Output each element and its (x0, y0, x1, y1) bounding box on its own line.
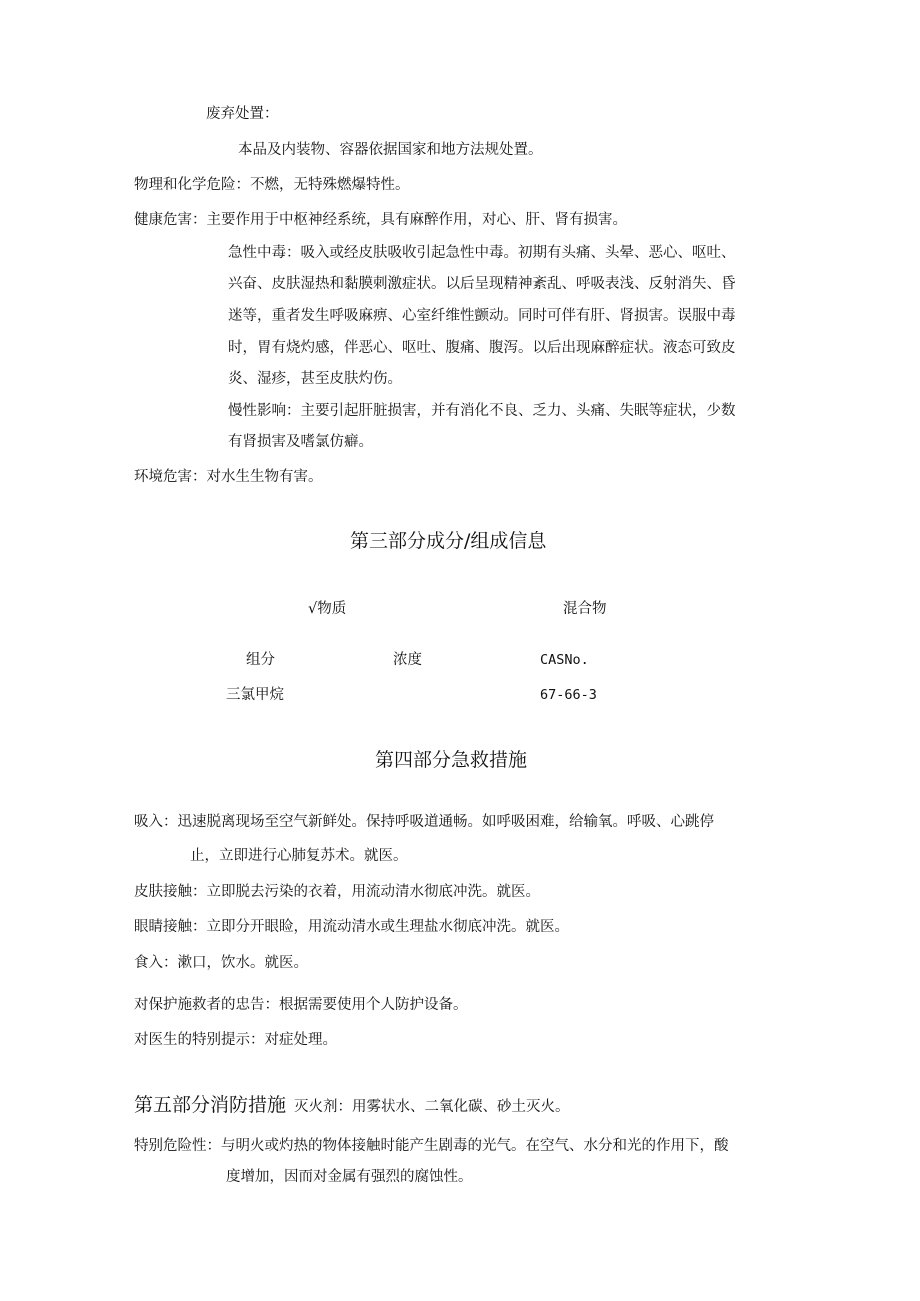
chronic-line-1: 慢性影响：主要引起肝脏损害，并有消化不良、乏力、头痛、失眠等症状，少数 (228, 403, 736, 419)
mixture-option: 混合物 (563, 601, 607, 617)
chronic-line-2: 有肾损害及嗜氯仿癖。 (228, 434, 373, 450)
substance-option: √物质 (308, 601, 347, 617)
section4-title: 第四部分急救措施 (375, 749, 528, 771)
special-hazard-line-2: 度增加，因而对金属有强烈的腐蚀性。 (226, 1169, 473, 1185)
extinguishing-media: 灭火剂：用雾状水、二氧化碳、砂土灭火。 (294, 1099, 570, 1115)
rescuer-advice: 对保护施救者的忠告：根据需要使用个人防护设备。 (134, 997, 468, 1013)
header-cas: CASNo. (540, 652, 589, 668)
inhalation-line-2: 止，立即进行心肺复苏术。就医。 (190, 848, 408, 864)
skin-contact: 皮肤接触：立即脱去污染的衣着，用流动清水彻底冲洗。就医。 (134, 884, 540, 900)
eye-contact: 眼睛接触：立即分开眼睑，用流动清水或生理盐水彻底冲洗。就医。 (134, 919, 569, 935)
acute-line-3: 迷等，重者发生呼吸麻痹、心室纤维性颤动。同时可伴有肝、肾损害。误服中毒 (228, 308, 736, 324)
acute-line-1: 急性中毒：吸入或经皮肤吸收引起急性中毒。初期有头痛、头晕、恶心、呕吐、 (228, 245, 736, 261)
inhalation-line-1: 吸入：迅速脱离现场至空气新鲜处。保持呼吸道通畅。如呼吸困难，给输氧。呼吸、心跳停 (134, 814, 714, 830)
acute-line-2: 兴奋、皮肤湿热和黏膜刺激症状。以后呈现精神紊乱、呼吸表浅、反射消失、昏 (228, 276, 736, 292)
acute-line-4: 时，胃有烧灼感，伴恶心、呕吐、腹痛、腹泻。以后出现麻醉症状。液态可致皮 (228, 340, 736, 356)
row-component: 三氯甲烷 (226, 687, 284, 703)
section3-title: 第三部分成分/组成信息 (350, 530, 547, 552)
header-component: 组分 (246, 652, 275, 668)
physical-hazard: 物理和化学危险：不燃，无特殊燃爆特性。 (134, 177, 410, 193)
environment-hazard: 环境危害：对水生生物有害。 (134, 469, 323, 485)
row-cas: 67-66-3 (540, 687, 597, 703)
header-concentration: 浓度 (393, 652, 422, 668)
doctor-note: 对医生的特别提示：对症处理。 (134, 1032, 337, 1048)
health-hazard: 健康危害：主要作用于中枢神经系统，具有麻醉作用，对心、肝、肾有损害。 (134, 212, 627, 228)
special-hazard-line-1: 特别危险性：与明火或灼热的物体接触时能产生剧毒的光气。在空气、水分和光的作用下，酸 (134, 1138, 729, 1154)
section5-title: 第五部分消防措施 (134, 1094, 287, 1116)
ingestion: 食入：漱口，饮水。就医。 (134, 955, 308, 971)
acute-line-5: 炎、湿疹，甚至皮肤灼伤。 (228, 371, 402, 387)
disposal-text: 本品及内装物、容器依据国家和地方法规处置。 (238, 142, 543, 158)
disposal-label: 废弃处置： (206, 106, 279, 122)
